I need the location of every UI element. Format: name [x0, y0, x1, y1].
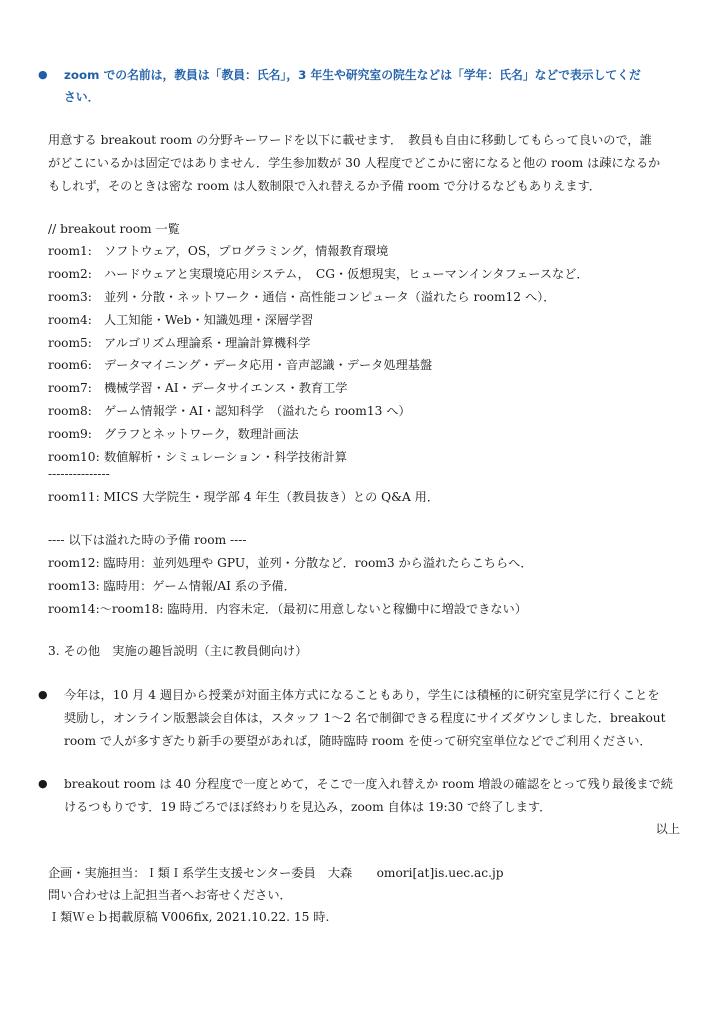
room-label: room9:: [48, 427, 92, 441]
room-row: [48, 449, 347, 465]
paragraph-line: もしれず，そのときは密な room は人数制限で入れ替えるか予備 room で分けるなどもありえます．: [48, 179, 601, 193]
room-keywords: グラフとネットワーク，数理計画法: [104, 427, 299, 441]
room-row: [48, 289, 555, 305]
zoom-name-note-line1: zoom での名前は，教員は「教員：氏名」，3 年生や研究室の院生などは「学年：氏名」などで表示してくだ: [64, 68, 641, 82]
room-label: room7:: [48, 381, 92, 395]
room-label: room1:: [48, 244, 92, 258]
room-list-title: // breakout room 一覧: [48, 222, 180, 236]
room-keywords: ソフトウェア，OS，プログラミング，情報教育環境: [104, 244, 389, 258]
room-row: [48, 357, 432, 373]
room-keywords: ハードウェアと実環境応用システム， CG・仮想現実，ヒューマンインタフェースなど．: [104, 267, 589, 281]
contact-line: 企画・実施担当：Ｉ類Ｉ系学生支援センター委員 大森 omori[at]is.uec.ac.jp: [48, 866, 504, 880]
inquiry-line: 問い合わせは上記担当者へお寄せください．: [48, 888, 292, 902]
bullet-icon: ●: [38, 688, 48, 701]
bullet-icon: ●: [38, 68, 48, 81]
room-row: [48, 380, 347, 396]
room-label: room2:: [48, 267, 92, 281]
room-label: room6:: [48, 358, 92, 372]
bullet1-line: 今年は，10 月 4 週目から授業が対面主体方式になることもあり，学生には積極的に研究室見学に行くことを: [64, 688, 660, 702]
reserve-title: ---- 以下は溢れた時の予備 room ----: [48, 533, 247, 547]
section-heading: 3. その他 実施の趣旨説明（主に教員側向け）: [48, 644, 308, 658]
bullet2-line: けるつもりです．19 時ごろでほぼ終わりを見込み，zoom 自体は 19:30 で終了します．: [64, 800, 552, 814]
room-label: room5:: [48, 336, 92, 350]
room-row: [48, 312, 313, 328]
room-label: room3:: [48, 290, 92, 304]
bullet1-line: 奨励し，オンライン版懇談会自体は，スタッフ 1～2 名で制御できる程度にサイズダウンしました．breakout: [64, 711, 666, 725]
paragraph-line: がどこにいるかは固定ではありません．学生参加数が 30 人程度でどこかに密になると他の room は疎になるか: [48, 156, 661, 170]
room-keywords: 数値解析・シミュレーション・科学技術計算: [104, 450, 348, 464]
room-keywords: 機械学習・AI・データサイエンス・教育工学: [104, 381, 348, 395]
room-keywords: ゲーム情報学・AI・認知科学 （溢れたら room13 へ）: [104, 404, 411, 418]
room-label: room8:: [48, 404, 92, 418]
room-keywords: データマイニング・データ応用・音声認識・データ処理基盤: [104, 358, 433, 372]
room-keywords: 並列・分散・ネットワーク・通信・高性能コンピュータ（溢れたら room12 へ）．: [104, 290, 556, 304]
room-row: [48, 335, 310, 351]
reserve-room-line: room14:～room18: 臨時用．内容未定．（最初に用意しないと稼働中に増設できない）: [48, 602, 527, 616]
bullet2-line: breakout room は 40 分程度で一度とめて，そこで一度入れ替えか room 増設の確認をとって残り最後まで続: [64, 777, 673, 791]
zoom-name-note-line2: さい．: [64, 90, 100, 104]
room-row: [48, 266, 589, 282]
version-line: Ｉ類Ｗｅｂ掲載原稿 V006fix, 2021.10.22. 15 時.: [48, 910, 330, 924]
bullet1-line: room で人が多すぎたり新手の要望があれば，随時臨時 room を使って研究室単位などでご利用ください．: [64, 734, 652, 748]
reserve-room-line: room13: 臨時用：ゲーム情報/AI 系の予備．: [48, 579, 296, 593]
paragraph-line: 用意する breakout room の分野キーワードを以下に載せます． 教員も自由に移動してもらって良いので，誰: [48, 133, 652, 147]
room-keywords: アルゴリズム理論系・理論計算機科学: [104, 336, 311, 350]
room-row: [48, 426, 299, 442]
bullet-icon: ●: [38, 777, 48, 790]
room-label: room4:: [48, 313, 92, 327]
room-label: room10:: [48, 450, 100, 464]
separator-line: ---------------: [48, 467, 110, 481]
room-row: [48, 403, 411, 419]
room-row: [48, 243, 388, 259]
closing-mark: 以上: [655, 822, 680, 836]
room11-line: room11: MICS 大学院生・現学部 4 年生（教員抜き）との Q&A 用．: [48, 490, 440, 504]
room-keywords: 人工知能・Web・知識処理・深層学習: [104, 313, 314, 327]
reserve-room-line: room12: 臨時用：並列処理や GPU，並列・分散など．room3 から溢れたらこちらへ．: [48, 556, 533, 570]
